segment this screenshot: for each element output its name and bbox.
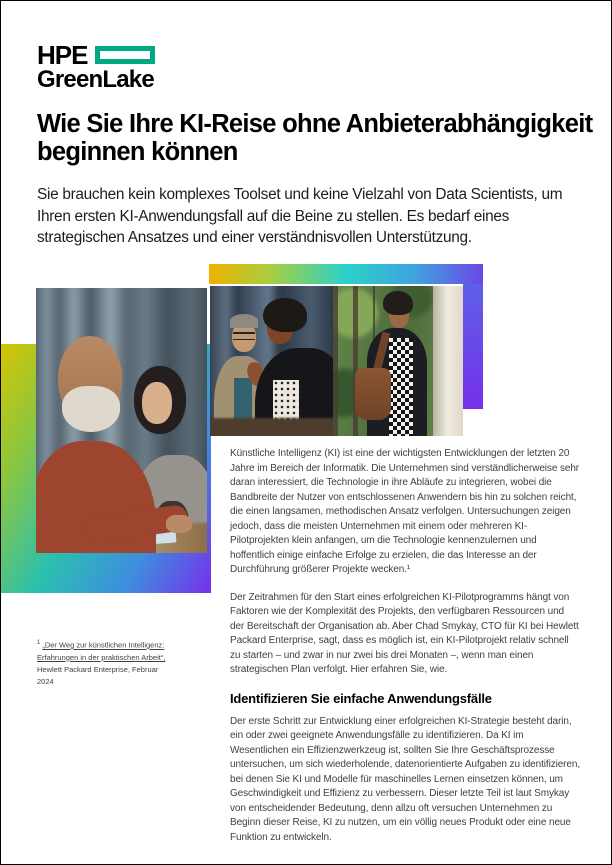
body-paragraph-1: Künstliche Intelligenz (KI) ist eine der wichtigsten Entwicklungen der letzten 20 Jahre im Bereich der Informatik. Die Unternehmen sind verständlicherweise sehr daran interessiert, die Technologie in ihre Abläufe zu integrieren, wobei die Bandbreite der Nutzer von entschlossenen Anwendern bis hin zu solchen reicht, die einen langsamen, methodischen Ansatz verfolgen. Untersuchungen zeigen jedoch, dass die meisten Unternehmen mit einem oder mehreren KI-Pilotprojekten klein anfangen, um die Technologie kennenzulernen und hoffentlich einige einfache Erfolge zu erzielen, die das Interesse an der Durchführung größerer Projekte wecken.¹ — [230, 448, 580, 575]
hpe-wordmark: HPE — [37, 40, 88, 70]
footnote — [37, 637, 171, 688]
white-column — [433, 286, 463, 436]
footnote-link[interactable]: „Der Weg zur künstlichen Intelligenz: Erfahrungen in der praktischen Arbeit“, — [37, 640, 166, 662]
hpe-greenlake-logo — [37, 40, 155, 93]
footnote-marker: 1 — [37, 640, 41, 646]
businesswoman-walking-photo — [333, 286, 463, 436]
article-body — [230, 447, 580, 858]
team-discussion-photo — [210, 286, 333, 436]
table — [210, 418, 333, 436]
leather-handbag — [355, 368, 391, 420]
man-beard — [62, 386, 120, 432]
footnote-source: Hewlett Packard Enterprise, Februar 2024 — [37, 664, 159, 686]
man-hair — [230, 314, 258, 328]
glasses-icon — [233, 332, 255, 340]
gradient-bar-top — [209, 264, 483, 284]
intro-paragraph: Sie brauchen kein komplexes Toolset und keine Vielzahl von Data Scientists, um Ihren ersten KI-Anwendungsfall auf die Beine zu stellen. Es bedarf eines strategischen Ansatzes und einer verständnisvollen Unterstützung. — [37, 186, 563, 246]
page-title: Wie Sie Ihre KI-Reise ohne Anbieterabhängigkeit beginnen können — [37, 110, 593, 166]
woman-face — [142, 382, 172, 424]
man-hand — [166, 515, 192, 533]
checkered-dress — [389, 338, 413, 436]
greenlake-wordmark: GreenLake — [37, 66, 154, 93]
gradient-bar-right — [463, 284, 483, 409]
body-paragraph-3: Der erste Schritt zur Entwicklung einer erfolgreichen KI-Strategie besteht darin, ein oder zwei geeignete Anwendungsfälle zu identifizieren. Da KI im Wesentlichen ein Effizienzwerkzeug ist, sollten Sie Ihre Geschäftsprozesse untersuchen, um sich wiederholende, datenorientierte Aufgaben zu identifizieren, bei denen Sie KI und Modelle für maschinelles Lernen einsetzen können, um Geschwindigkeit und Effizienz zu verbessern. Dieser letzte Teil ist laut Smykay von entscheidender Bedeutung, denn allzu oft versuchen Unternehmen zu Beginn dieser Reise, KI zu nutzen, um ein völlig neues Produkt oder eine neue Funktion zu entwickeln. — [230, 715, 581, 843]
body-paragraph-2: Der Zeitrahmen für den Start eines erfolgreichen KI-Pilotprogramms hängt von Faktoren wie der Komplexität des Projekts, den verfügbaren Ressourcen und der Bereitschaft der Organisation ab. Aber Chad Smykay, CTO für KI bei Hewlett Packard Enterprise, sagt, dass es möglich ist, ein KI-Pilotprojekt relativ schnell zu starten – und zwar in nur zwei bis drei Monaten –, wenn man einen strategischen Plan verfolgt. Hier erfahren Sie, wie. — [230, 591, 579, 675]
hpe-element-rectangle-icon — [95, 46, 155, 64]
office-meeting-photo — [36, 288, 207, 553]
woman-hair — [263, 298, 307, 332]
woman-hair — [383, 291, 413, 315]
section-heading: Identifizieren Sie einfache Anwendungsfälle — [230, 690, 492, 706]
